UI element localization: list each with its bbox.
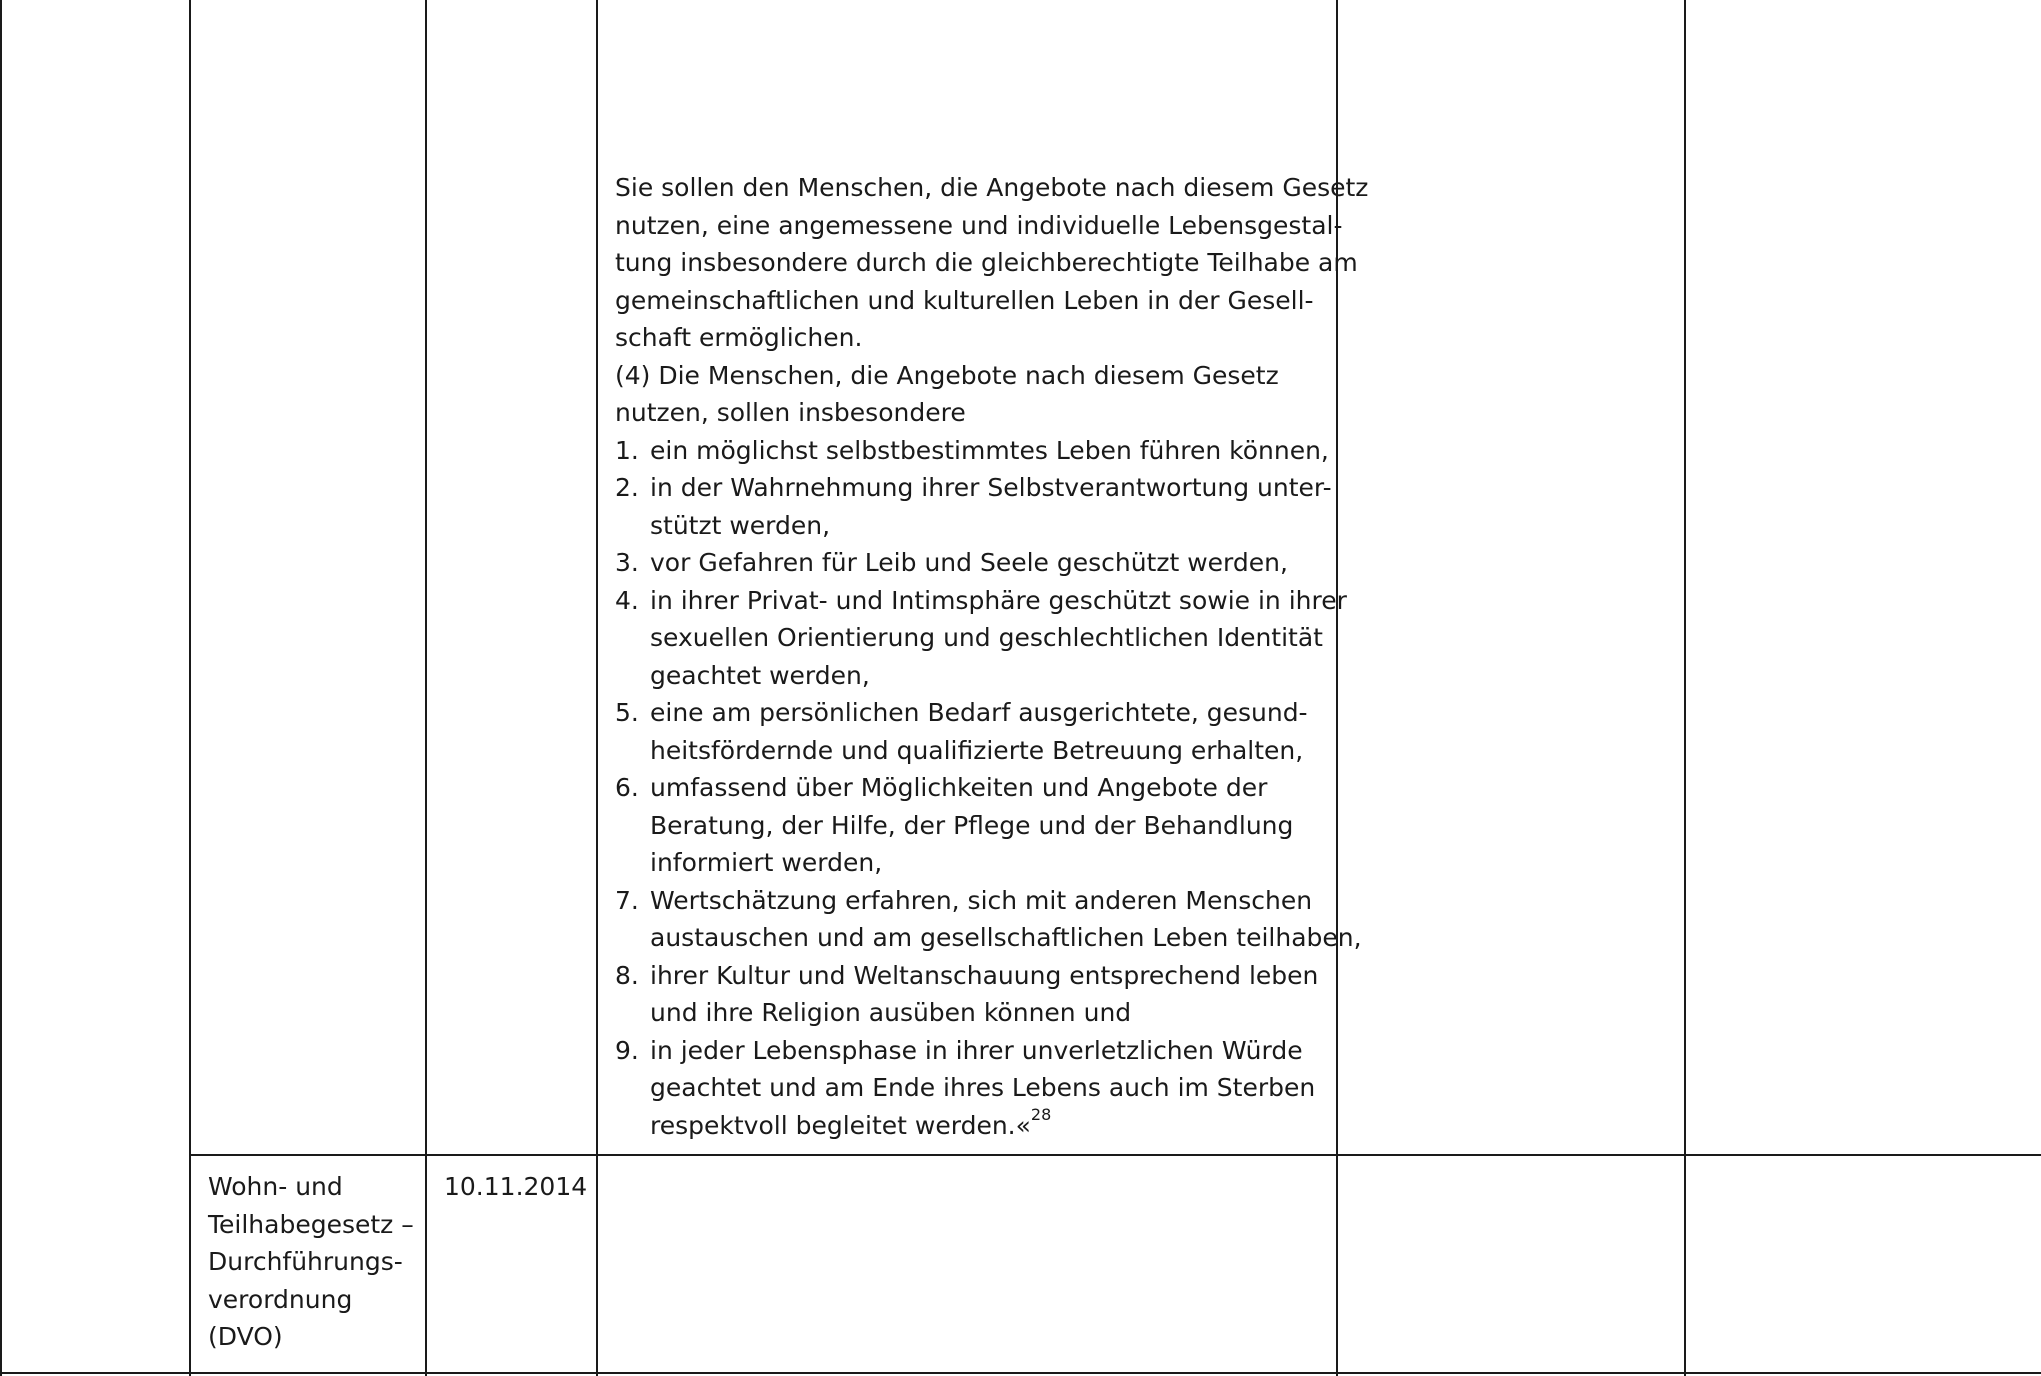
text-line: ihrer Kultur und Weltanschauung entsprechend leben (650, 960, 1319, 990)
table-border-bottom (0, 1372, 2041, 1374)
list-item (615, 769, 1368, 882)
column-divider-2 (425, 0, 427, 1376)
text-line: in jeder Lebensphase in ihrer unverletzlichen Würde (650, 1035, 1303, 1065)
list-number: 1. (615, 435, 639, 465)
date-cell: 10.11.2014 (444, 1172, 588, 1201)
list-number: 3. (615, 548, 639, 577)
column-divider-3 (596, 0, 598, 1376)
text-line: (4) Die Menschen, die Angebote nach diesem Gesetz (615, 360, 1279, 390)
law-name-line: Durchführungs- (208, 1247, 403, 1276)
text-line: sexuellen Orientierung und geschlechtlichen Identität (650, 623, 1323, 652)
text-line: nutzen, sollen insbesondere (615, 398, 966, 427)
text-line: gemeinschaftlichen und kulturellen Leben in der Gesell- (615, 285, 1314, 315)
law-name-line: Wohn- und (208, 1172, 343, 1201)
list-number: 5. (615, 698, 639, 727)
column-divider-1 (189, 0, 191, 1376)
text-line: in der Wahrnehmung ihrer Selbstverantwortung unter- (650, 473, 1332, 502)
text-line: vor Gefahren für Leib und Seele geschützt werden, (650, 548, 1288, 577)
row-divider (189, 1154, 2041, 1156)
list-number: 6. (615, 773, 639, 802)
list-item (615, 694, 1368, 769)
text-line: schaft ermöglichen. (615, 323, 863, 352)
text-line: Sie sollen den Menschen, die Angebote nach diesem Gesetz (615, 173, 1369, 202)
law-name-line: (DVO) (208, 1322, 283, 1351)
footnote-reference: 28 (1030, 1105, 1052, 1125)
list-item (615, 432, 1368, 470)
text-line (650, 1107, 1368, 1145)
law-name-line: verordnung (208, 1284, 353, 1314)
list-item (615, 1032, 1368, 1145)
list-item (615, 544, 1368, 582)
text-line: stützt werden, (650, 510, 831, 540)
text-line: Beratung, der Hilfe, der Pflege und der Behandlung (650, 810, 1294, 840)
list-number: 4. (615, 585, 639, 615)
text-line: umfassend über Möglichkeiten und Angebote der (650, 773, 1268, 802)
law-name-line: Teilhabegesetz – (208, 1209, 414, 1239)
text-line: in ihrer Privat- und Intimsphäre geschützt sowie in ihrer (650, 585, 1347, 615)
text-line: ein möglichst selbstbestimmtes Leben führen können, (650, 435, 1329, 465)
text-line: und ihre Religion ausüben können und (650, 998, 1132, 1027)
column-divider-5 (1684, 0, 1686, 1376)
text-line: Wertschätzung erfahren, sich mit anderen Menschen (650, 885, 1313, 915)
law-name-cell (208, 1168, 414, 1356)
table-border-left (0, 0, 2, 1376)
text-line: eine am persönlichen Bedarf ausgerichtete, gesund- (650, 698, 1308, 727)
text-line: heitsfördernde und qualifizierte Betreuung erhalten, (650, 735, 1304, 765)
list-item (615, 957, 1368, 1032)
content-paragraph (615, 169, 1368, 357)
text-line: tung insbesondere durch die gleichberechtigte Teilhabe am (615, 248, 1358, 277)
text-line: austauschen und am gesellschaftlichen Leben teilhaben, (650, 923, 1362, 952)
text-line: nutzen, eine angemessene und individuelle Lebensgestal- (615, 210, 1343, 240)
list-number: 7. (615, 885, 639, 915)
text-line: informiert werden, (650, 848, 883, 877)
list-number: 8. (615, 960, 639, 990)
list-item (615, 469, 1368, 544)
text-line: geachtet und am Ende ihres Lebens auch im Sterben (650, 1073, 1316, 1102)
list-number: 9. (615, 1035, 639, 1065)
section-4-intro (615, 357, 1368, 432)
list-item (615, 882, 1368, 957)
text-line: geachtet werden, (650, 660, 870, 690)
text-line-content: respektvoll begleitet werden.« (650, 1110, 1031, 1140)
law-text-cell (615, 169, 1368, 1144)
list-item (615, 582, 1368, 695)
list-number: 2. (615, 473, 639, 502)
